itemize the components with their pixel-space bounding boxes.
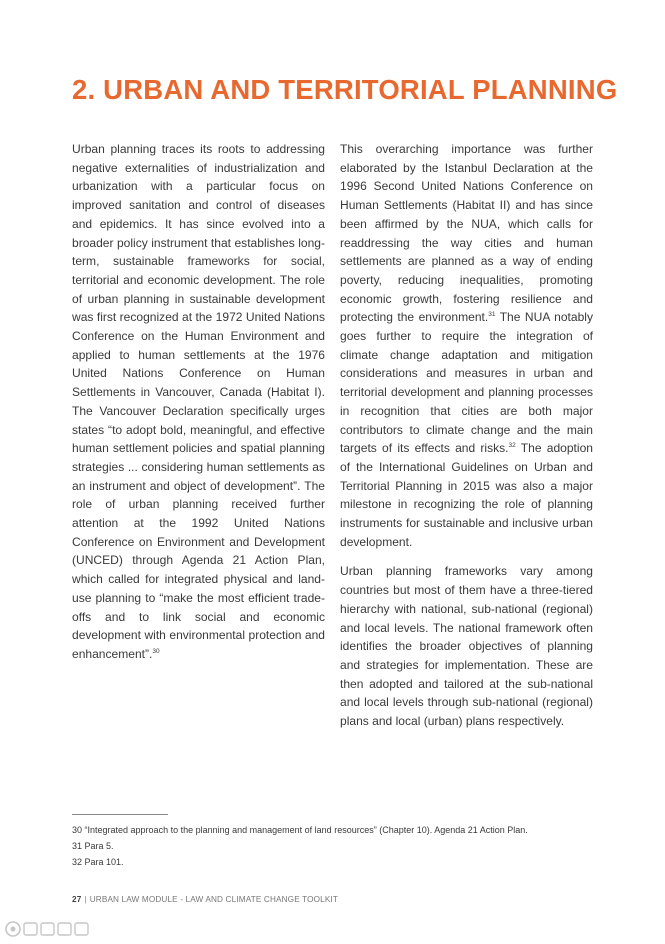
page-number: 27 — [72, 895, 82, 904]
footnote-divider — [72, 814, 168, 815]
watermark-logo-icon — [4, 918, 90, 940]
footnotes — [72, 822, 528, 870]
right-paragraph-1-text-c: The adoption of the International Guidelines on Urban and Territorial Planning in 2015 was also a major milestone in recognizing the role of planning instruments for sustainable and inclusive urban development. — [340, 441, 593, 549]
footnote-30: 30 “Integrated approach to the planning and management of land resources” (Chapter 10). Agenda 21 Action Plan. — [72, 825, 528, 835]
left-paragraph-1 — [72, 140, 325, 664]
right-paragraph-2: Urban planning frameworks vary among countries but most of them have a three-tiered hierarchy with national, sub-national (regional) and local levels. The national framework often identifies the broader objectives of planning and strategies for implementation. These are then adopted and tailored at the sub-national and local levels through sub-national (regional) plans and local (urban) plans respectively. — [340, 564, 593, 729]
footnote-ref-32[interactable]: 32 — [508, 442, 516, 450]
right-column — [340, 140, 593, 742]
footnote-32: 32 Para 101. — [72, 857, 124, 867]
right-paragraph-1-text-b: The NUA notably goes further to require the integration of climate change adaptation and mitigation considerations and measures in urban and territorial development and planning processes in recognition that cities are both major contributors to climate change and the main targets of its effects and risks. — [340, 310, 593, 456]
footer-separator: | — [84, 895, 87, 904]
running-title: URBAN LAW MODULE - LAW AND CLIMATE CHANGE TOOLKIT — [89, 895, 339, 904]
footnote-ref-31[interactable]: 31 — [488, 311, 496, 319]
right-paragraph-1-text-a: This overarching importance was further elaborated by the Istanbul Declaration at the 1996 Second United Nations Conference on Human Settlements (Habitat II) and has since been affirmed by the NUA, which calls for readdressing the way cities and human settlements are planned as a way of ending poverty, reducing inequalities, promoting economic growth, fostering resilience and protecting the environment. — [340, 142, 593, 325]
left-column — [72, 140, 325, 675]
left-paragraph-1-text: Urban planning traces its roots to addressing negative externalities of industrialization and urbanization with a particular focus on improved sanitation and control of diseases and epidemics. It has since evolved into a broader policy instrument that establishes long-term, sustainable frameworks for social, territorial and economic development. The role of urban planning in sustainable development was first recognized at the 1972 United Nations Conference on the Human Environment and applied to human settlements at the 1976 United Nations Conference on Human Settlements in Vancouver, Canada (Habitat I). The Vancouver Declaration specifically urges states “to adopt bold, meaningful, and effective human settlement policies and spatial planning strategies ... considering human settlements as an instrument and object of development”. The role of urban planning received further attention at the 1992 United Nations Conference on Environment and Development (UNCED) through Agenda 21 Action Plan, which called for integrated physical and land-use planning to “make the most efficient trade-offs and to link social and economic development with environmental protection and enhancement”. — [72, 142, 325, 661]
right-paragraph-1 — [340, 140, 593, 551]
footnote-31: 31 Para 5. — [72, 841, 114, 851]
footnote-ref-30[interactable]: 30 — [152, 647, 160, 655]
page-footer — [72, 895, 338, 904]
section-title: 2. URBAN AND TERRITORIAL PLANNING — [72, 74, 618, 105]
watermark-logo — [4, 918, 90, 940]
